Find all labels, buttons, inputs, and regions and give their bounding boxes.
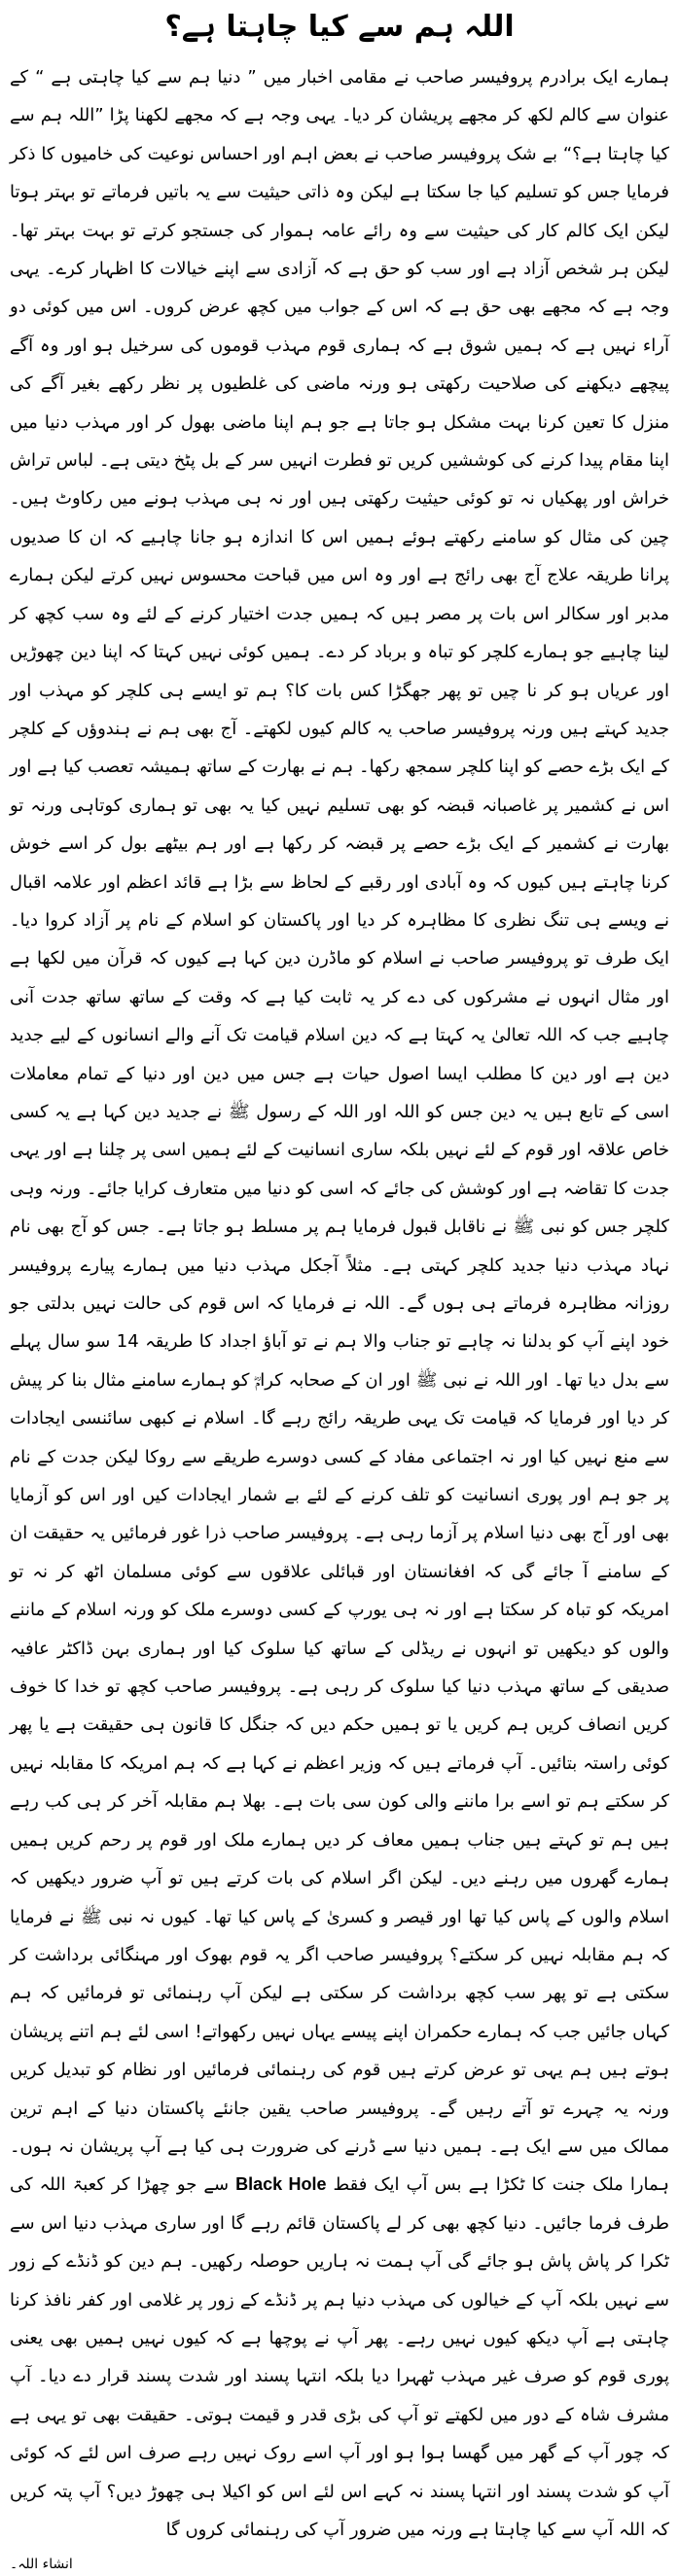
english-phrase: Black Hole xyxy=(235,2174,327,2195)
article-paragraph xyxy=(10,58,669,2549)
article-title: اللہ ہم سے کیا چاہتا ہے؟ xyxy=(164,10,515,44)
closing-text: انشاء اللہ۔ xyxy=(10,2557,73,2573)
paragraph-text: سے جو چھڑا کر کعبۃ اللہ کی طرف فرما جائیں۔ دنیا کچھ بھی کر لے پاکستان قائم رہے گا اور ساری مہذب دنیا اس سے ٹکرا کر پاش پاش ہو جائے گی آپ ہمت نہ ہاریں حوصلہ رکھیں۔ ہم دین کو ڈنڈے کے زور سے نہیں بلکہ آپ کے خیالوں کی مہذب دنیا ہم پر ڈنڈے کے زور پر غلامی اور کفر نافذ کرنا چاہتی ہے آپ دیکھ کیوں نہیں رہے۔ پھر آپ نے پوچھا ہے کہ کیوں نہیں ہمیں بھی یعنی پوری قوم کو صرف غیر مہذب ٹھہرا دیا بلکہ انتہا پسند اور شدت پسند قرار دے دیا۔ آپ مشرف شاہ کے دور میں لکھتے تو آپ کی بڑی قدر و قیمت ہوتی۔ حقیقت بھی تو یہی ہے کہ چور آپ کے گھر میں گھسا ہوا ہو اور آپ اسے روک نہیں رہے صرف اس لئے کہ کوئی آپ کو شدت پسند اور انتہا پسند نہ کہے اس لئے اس کو اکیلا ہی چھوڑ دیں؟ آپ پتہ کریں کہ اللہ آپ سے کیا چاہتا ہے ورنہ میں ضرور آپ کی رہنمائی کروں گا xyxy=(10,2174,669,2540)
article-body xyxy=(10,58,669,2549)
paragraph-text: ہمارے ایک برادرم پروفیسر صاحب نے مقامی اخبار میں ” دنیا ہم سے کیا چاہتی ہے “ کے عنوان سے کالم لکھ کر مجھے پریشان کر دیا۔ یہی وجہ ہے کہ مجھے لکھنا پڑا ”اللہ ہم سے کیا چاہتا ہے؟“ بے شک پروفیسر صاحب نے بعض اہم اور احساس نوعیت کی خامیوں کا ذکر فرمایا جس کو تسلیم کیا جا سکتا ہے لیکن وہ ذاتی حیثیت سے یہ باتیں فرماتے تو بہتر ہوتا لیکن ایک کالم کار کی حیثیت سے وہ رائے عامہ ہموار کی جستجو کرتے تو بہت بہتر تھا۔ لیکن ہر شخص آزاد ہے اور سب کو حق ہے کہ آزادی سے اپنے خیالات کا اظہار کرے۔ یہی وجہ ہے کہ مجھے بھی حق ہے کہ اس کے جواب میں کچھ عرض کروں۔ اس میں کوئی دو آراء نہیں ہے کہ ہمیں شوق ہے کہ ہماری قوم مہذب قوموں کی سرخیل ہو اور وہ آگے پیچھے دیکھنے کی صلاحیت رکھتی ہو ورنہ ماضی کی غلطیوں پر نظر رکھے بغیر آگے کی منزل کا تعین کرنا بہت مشکل ہو جاتا ہے جو ہم اپنا ماضی بھول کر اور مہذب دنیا میں اپنا مقام پیدا کرنے کی کوششیں کریں تو فطرت انہیں سر کے بل پٹخ دیتی ہے۔ لباس تراش خراش اور پھکیاں نہ تو کوئی حیثیت رکھتی ہیں اور نہ ہی مہذب ہونے میں رکاوٹ ہیں۔ چین کی مثال کو سامنے رکھتے ہوئے ہمیں اس کا اندازہ ہو جانا چاہیے کہ ان کا صدیوں پرانا طریقہ علاج آج بھی رائج ہے اور وہ اس میں قباحت محسوس نہیں کرتے لیکن ہمارے مدبر اور سکالر اس بات پر مصر ہیں کہ ہمیں جدت اختیار کرنے کے لئے وہ سب کچھ کر لینا چاہیے جو ہمارے کلچر کو تباہ و برباد کر دے۔ ہمیں کوئی نہیں کہتا کہ اپنا دین چھوڑیں اور عریاں ہو کر نا چیں تو پھر جھگڑا کس بات کا؟ ہم تو ایسے ہی کلچر کو مہذب اور جدید کہتے ہیں ورنہ پروفیسر صاحب یہ کالم کیوں لکھتے۔ آج بھی ہم نے ہندوؤں کے کلچر کے ایک بڑے حصے کو اپنا کلچر سمجھ رکھا۔ ہم نے بھارت کے ساتھ ہمیشہ تعصب کیا ہے اور اس نے کشمیر پر غاصبانہ قبضہ کو بھی تسلیم نہیں کیا یہ بھی تو ہماری کوتاہی ورنہ تو بھارت نے کشمیر کے ایک بڑے حصے پر قبضہ کر رکھا ہے اور ہم بیٹھے بول کر اسے خوش کرنا چاہتے ہیں کیوں کہ وہ آبادی اور رقبے کے لحاظ سے بڑا ہے قائد اعظم اور علامہ اقبال نے ویسے ہی تنگ نظری کا مظاہرہ کر دیا اور پاکستان کو اسلام کے نام پر آزاد کروا دیا۔ ایک طرف تو پروفیسر صاحب نے اسلام کو ماڈرن دین کہا ہے کیوں کہ قرآن میں لکھا ہے اور مثال انہوں نے مشرکوں کی دے کر یہ ثابت کیا ہے کہ وقت کے ساتھ ساتھ جدت آنی چاہیے جب کہ اللہ تعالیٰ یہ کہتا ہے کہ دین اسلام قیامت تک آنے والے انسانوں کے لیے جدید دین ہے اور دین کا مطلب ایسا اصول حیات ہے جس میں دین اور دنیا کے تمام معاملات اسی کے تابع ہیں یہ دین جس کو اللہ اور اللہ کے رسول ﷺ نے جدید دین کہا ہے یہ کسی خاص علاقہ اور قوم کے لئے نہیں بلکہ ساری انسانیت کے لئے ہمیں اسی پر چلنا ہے اور یہی جدت کا تقاضہ ہے اور کوشش کی جائے کہ اسی کو دنیا میں متعارف کرایا جائے۔ ورنہ وہی کلچر جس کو نبی ﷺ نے ناقابل قبول فرمایا ہم پر مسلط ہو جاتا ہے۔ جس کو آج بھی نام نہاد مہذب دنیا جدید کلچر کہتی ہے۔ مثلاً آجکل مہذب دنیا میں ہمارے پیارے پروفیسر روزانہ مظاہرہ فرماتے ہی ہوں گے۔ اللہ نے فرمایا کہ اس قوم کی حالت نہیں بدلتی جو خود اپنے آپ کو بدلنا نہ چاہے تو جناب والا ہم نے تو آباؤ اجداد کا طریقہ 14 سو سال پہلے سے بدل دیا تھا۔ اور اللہ نے نبی ﷺ اور ان کے صحابہ کرامؓ کو ہمارے سامنے مثال بنا کر پیش کر دیا اور فرمایا کہ قیامت تک یہی طریقہ رائج رہے گا۔ اسلام نے کبھی سائنسی ایجادات سے منع نہیں کیا اور نہ اجتماعی مفاد کے کسی دوسرے طریقے سے روکا لیکن جدت کے نام پر جو ہم اور پوری انسانیت کو تلف کرنے کے لئے بے شمار ایجادات کیں اور اس کو آزمایا بھی اور آج بھی دنیا اسلام پر آزما رہی ہے۔ پروفیسر صاحب ذرا غور فرمائیں یہ حقیقت ان کے سامنے آ جائے گی کہ افغانستان اور قبائلی علاقوں سے کوئی مسلمان اٹھ کر نہ تو امریکہ کو تباہ کر سکتا ہے اور نہ ہی یورپ کے کسی دوسرے ملک کو ورنہ اسلام کے ماننے والوں کو دیکھیں تو انہوں نے ریڈلی کے ساتھ کیا سلوک کیا اور ہماری بہن ڈاکٹر عافیہ صدیقی کے ساتھ مہذب دنیا کیا سلوک کر رہی ہے۔ پروفیسر صاحب کچھ تو خدا کا خوف کریں انصاف کریں ہم کریں یا تو ہمیں حکم دیں کہ جنگل کا قانون ہی حقیقت ہے یا پھر کوئی راستہ بتائیں۔ آپ فرماتے ہیں کہ وزیر اعظم نے کہا ہے کہ ہم امریکہ کا مقابلہ نہیں کر سکتے ہم تو اسے برا ماننے والی کون سی بات ہے۔ بھلا ہم مقابلہ آخر کر ہی کب رہے ہیں ہم تو کہتے ہیں جناب ہمیں معاف کر دیں ہمارے ملک اور قوم پر رحم کریں ہمیں ہمارے گھروں میں رہنے دیں۔ لیکن اگر اسلام کی بات کرتے ہیں تو آپ ضرور دیکھیں کہ اسلام والوں کے پاس کیا تھا اور قیصر و کسریٰ کے پاس کیا تھا۔ کیوں نہ نبی ﷺ نے فرمایا کہ ہم مقابلہ نہیں کر سکتے؟ پروفیسر صاحب اگر یہ قوم بھوک اور مہنگائی برداشت کر سکتی ہے تو پھر سب کچھ برداشت کر سکتی ہے لیکن آپ رہنمائی تو فرمائیں کہ ہم کہاں جائیں جب کہ ہمارے حکمران اپنے پیسے یہاں نہیں رکھواتے! اسی لئے ہم اتنے پریشان ہوتے ہیں ہم یہی تو عرض کرتے ہیں قوم کی رہنمائی فرمائیں اور نظام کو تبدیل کریں ورنہ یہ چہرے تو آتے رہیں گے۔ پروفیسر صاحب یقین جانئے پاکستان دنیا کے اہم ترین ممالک میں سے ایک ہے۔ ہمیں دنیا سے ڈرنے کی ضرورت ہی کیا ہے آپ پریشان نہ ہوں۔ ہمارا ملک جنت کا ٹکڑا ہے بس آپ ایک فقط xyxy=(10,67,669,2196)
